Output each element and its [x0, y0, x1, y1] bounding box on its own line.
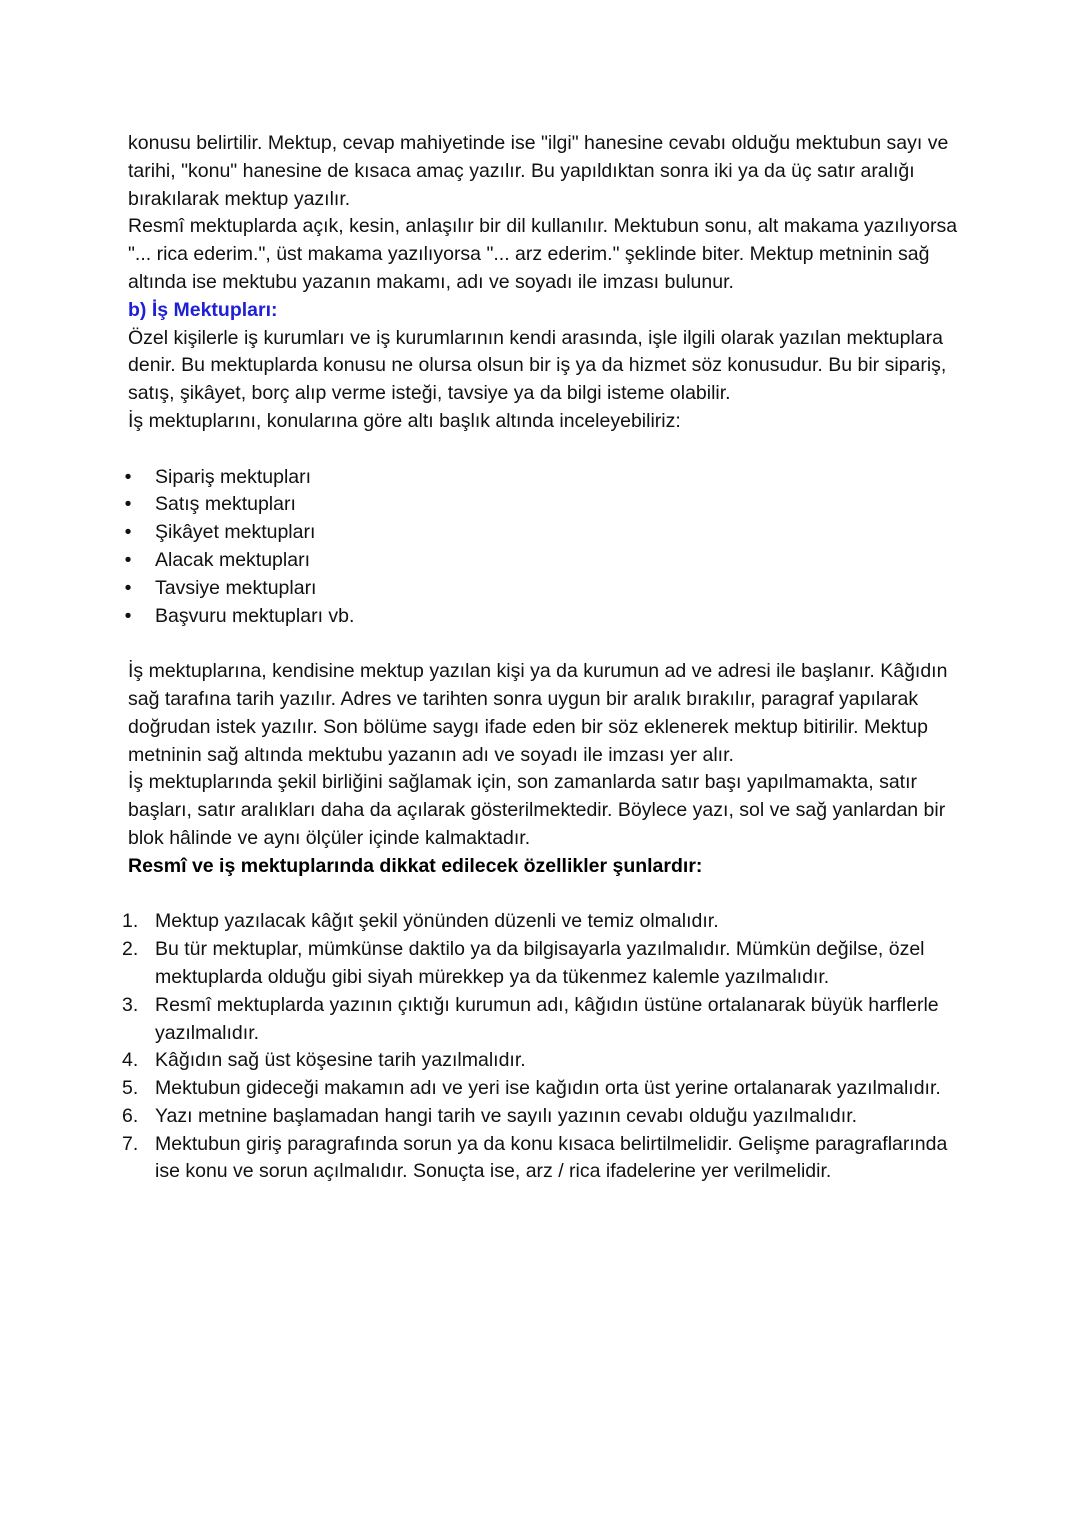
list-item: • Satış mektupları: [128, 491, 958, 519]
bullet-icon: •: [124, 576, 132, 599]
section-b-paragraph-4: İş mektuplarında şekil birliğini sağlamak için, son zamanlarda satır başı yapılmamakta, satır başları, satır aralıkları daha da açılarak gösterilmektedir. Böylece yazı, sol ve sağ yanlardan bir blok hâlinde ve aynı ölçüler içinde kalmaktadır.: [128, 771, 946, 849]
list-item: • Tavsiye mektupları: [128, 575, 958, 603]
list-item: • Sipariş mektupları: [128, 464, 958, 492]
letter-types-list: [124, 464, 958, 631]
list-item: • Şikâyet mektupları: [128, 519, 958, 547]
section-b-paragraph-1: Özel kişilerle iş kurumları ve iş kurumlarının kendi arasında, işle ilgili olarak yazılan mektuplara denir. Bu mektuplarda konusu ne olursa olsun bir iş ya da hizmet söz konusudur. Bu bir sipariş, satış, şikâyet, borç alıp verme isteği, tavsiye ya da bilgi isteme olabilir.: [128, 326, 947, 405]
list-item: 1. Mektup yazılacak kâğıt şekil yönünden düzenli ve temiz olmalıdır.: [122, 910, 719, 933]
bullet-icon: •: [124, 465, 132, 488]
list-item: • Alacak mektupları: [128, 547, 958, 575]
bullet-icon: •: [124, 493, 132, 516]
list-item: 2. Bu tür mektuplar, mümkünse daktilo ya da bilgisayarla yazılmalıdır. Mümkün değilse, özel mektuplarda olduğu gibi siyah mürekkep ya da tükenmez kalemle yazılmalıdır.: [122, 938, 925, 988]
document-page: [122, 130, 958, 1186]
intro-paragraph-1: konusu belirtilir. Mektup, cevap mahiyetinde ise "ilgi" hanesine cevabı olduğu mektubun sayı ve tarihi, "konu" hanesine de kısaca amaç yazılır. Bu yapıldıktan sonra iki ya da üç satır aralığı bırakılarak mektup yazılır.: [128, 132, 949, 210]
section-b-paragraph-2: İş mektuplarını, konularına göre altı başlık altında inceleyebiliriz:: [128, 409, 681, 432]
list-item: 5. Mektubun gideceği makamın adı ve yeri ise kağıdın orta üst yerine ortalanarak yazılmalıdır.: [122, 1077, 941, 1100]
spacer: [128, 630, 958, 658]
bullet-icon: •: [124, 604, 132, 627]
list-item: 4. Kâğıdın sağ üst köşesine tarih yazılmalıdır.: [122, 1049, 526, 1072]
rules-heading: Resmî ve iş mektuplarında dikkat edilecek özellikler şunlardır:: [128, 854, 703, 877]
list-item: 7. Mektubun giriş paragrafında sorun ya da konu kısaca belirtilmelidir. Gelişme paragraflarında ise konu ve sorun açılmalıdır. Sonuçta ise, arz / rica ifadelerine yer verilmelidir.: [122, 1132, 948, 1183]
rules-list: [122, 908, 958, 1186]
list-item: • Başvuru mektupları vb.: [128, 603, 958, 631]
spacer: [128, 436, 958, 464]
bullet-icon: •: [124, 521, 132, 544]
list-item: 3. Resmî mektuplarda yazının çıktığı kurumun adı, kâğıdın üstüne ortalanarak büyük harflerle yazılmalıdır.: [122, 993, 939, 1044]
spacer: [128, 881, 958, 909]
intro-paragraph-2: Resmî mektuplarda açık, kesin, anlaşılır bir dil kullanılır. Mektubun sonu, alt makama yazılıyorsa "... rica ederim.", üst makama yazılıyorsa "... arz ederim." şeklinde biter. Mektup metninin sağ altında ise mektubu yazanın makamı, adı ve soyadı ile imzası bulunur.: [128, 215, 958, 293]
section-b-paragraph-3: İş mektuplarına, kendisine mektup yazılan kişi ya da kurumun ad ve adresi ile başlanır. Kâğıdın sağ tarafına tarih yazılır. Adres ve tarihten sonra uygun bir aralık bırakılır, paragraf yapılarak doğrudan istek yazılır. Son bölüme saygı ifade eden bir söz eklenerek mektup bitirilir. Mektup metninin sağ altında mektubu yazanın adı ve soyadı ile imzası yer alır.: [128, 660, 948, 766]
section-heading-is-mektuplari: b) İş Mektupları:: [128, 298, 278, 321]
bullet-icon: •: [124, 548, 132, 571]
list-item: 6. Yazı metnine başlamadan hangi tarih ve sayılı yazının cevabı olduğu yazılmalıdır.: [122, 1104, 858, 1127]
